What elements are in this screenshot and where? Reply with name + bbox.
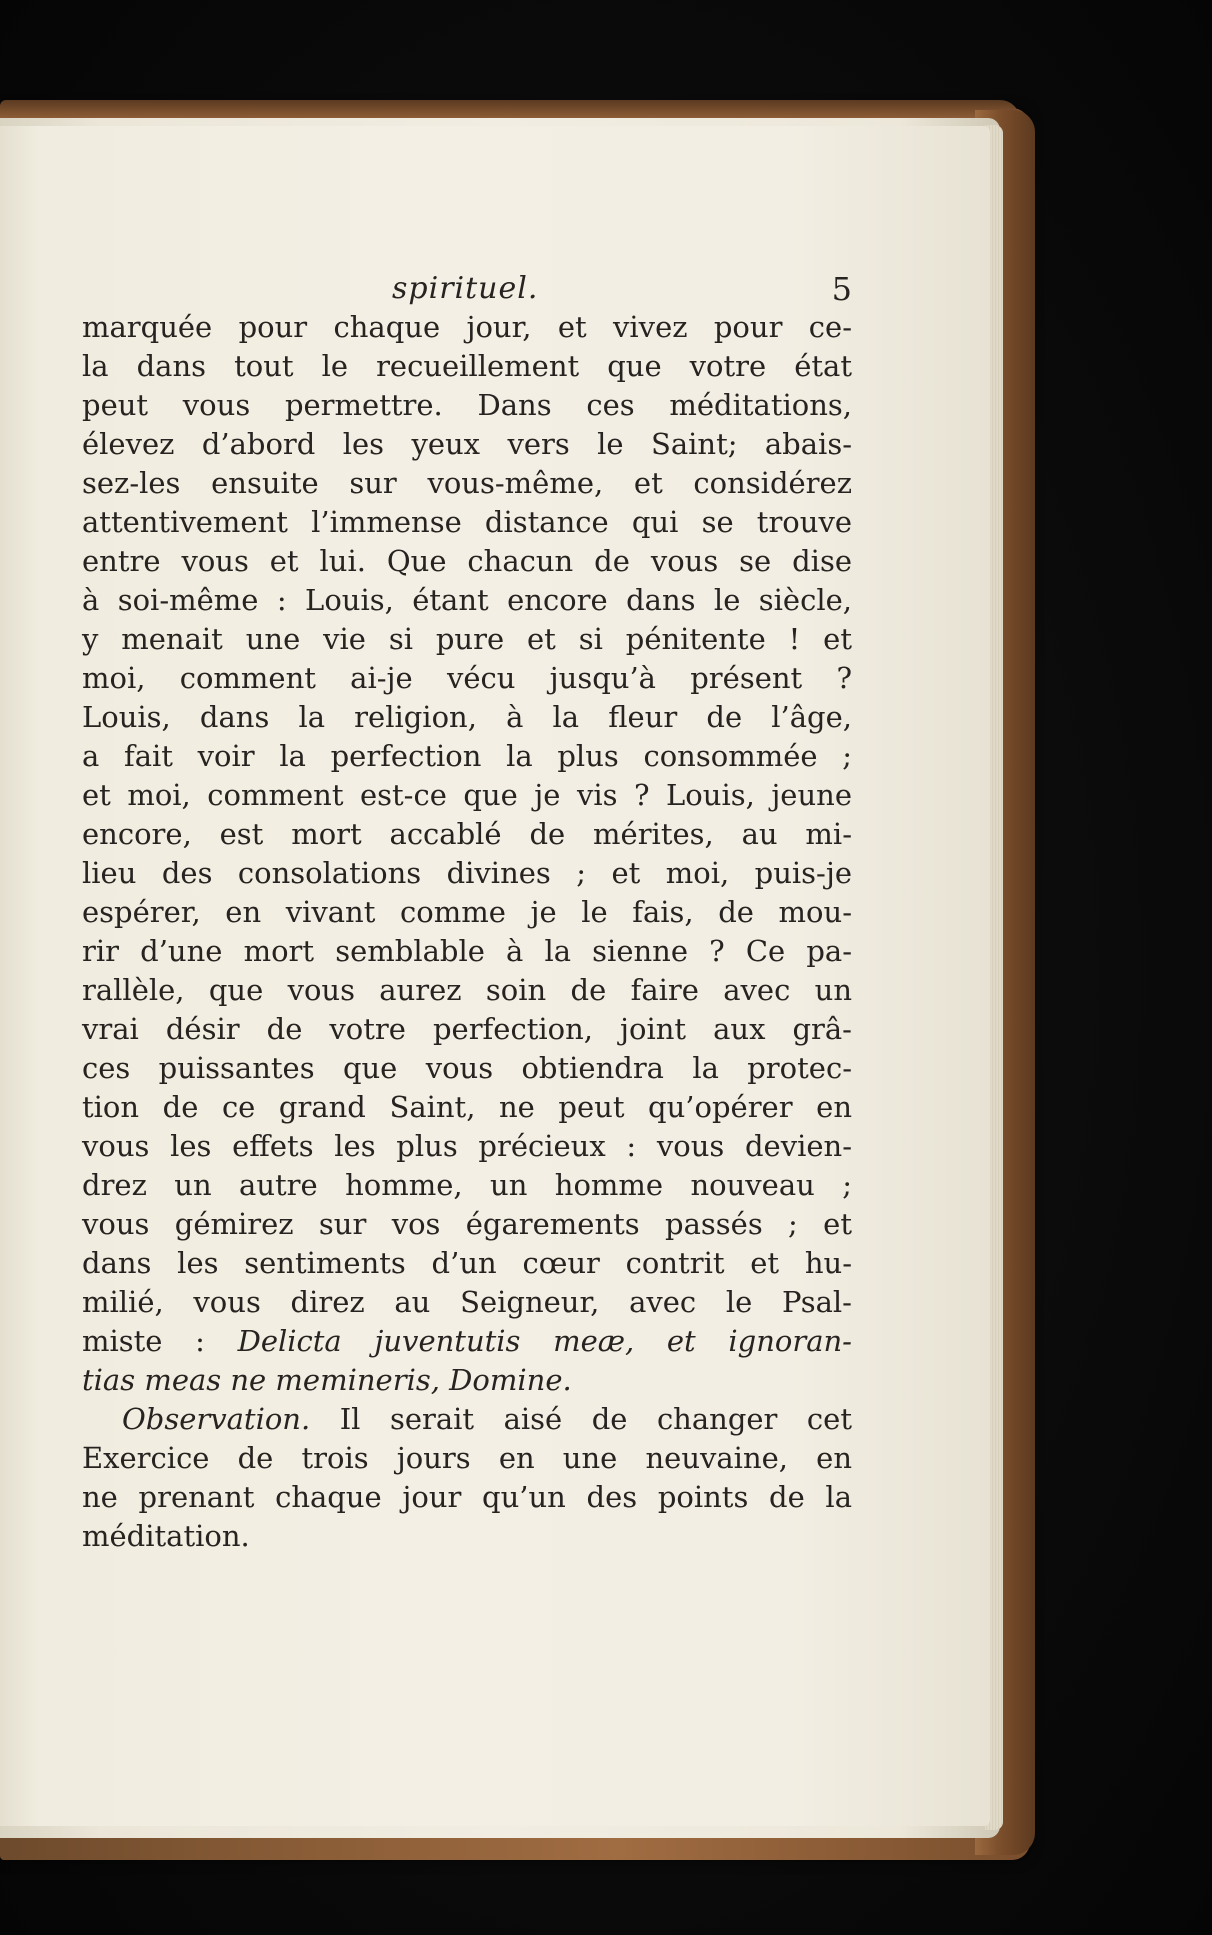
page-number: 5 xyxy=(831,270,852,308)
running-title: spirituel. xyxy=(392,271,539,306)
psalm-line xyxy=(82,1322,852,1361)
text-line: drez un autre homme, un homme nouveau ; xyxy=(82,1168,852,1202)
text-line: a fait voir la perfection la plus consommée ; xyxy=(82,739,852,773)
text-line: élevez d’abord les yeux vers le Saint; abais- xyxy=(82,427,852,461)
text-line: encore, est mort accablé de mérites, au mi- xyxy=(82,817,852,851)
observation-line xyxy=(82,1400,852,1439)
text-line: dans les sentiments d’un cœur contrit et hu- xyxy=(82,1246,852,1280)
text-line: attentivement l’immense distance qui se trouve xyxy=(82,505,852,539)
observation-label: Observation. xyxy=(122,1402,311,1436)
text-line: peut vous permettre. Dans ces méditations, xyxy=(82,388,852,422)
text-line: rir d’une mort semblable à la sienne ? Ce pa- xyxy=(82,934,852,968)
text-line: entre vous et lui. Que chacun de vous se dise xyxy=(82,544,852,578)
text-line: rallèle, que vous aurez soin de faire avec un xyxy=(82,973,852,1007)
page-text xyxy=(82,270,852,1556)
text-line: la dans tout le recueillement que votre état xyxy=(82,349,852,383)
text-line: Louis, dans la religion, à la fleur de l’âge, xyxy=(82,700,852,734)
text-line: vrai désir de votre perfection, joint aux grâ- xyxy=(82,1012,852,1046)
psalm-quote-2: tias meas ne memineris, Domine. xyxy=(82,1363,572,1397)
text-line: méditation. xyxy=(82,1519,250,1553)
text-line: marquée pour chaque jour, et vivez pour ce- xyxy=(82,310,852,344)
text-line: espérer, en vivant comme je le fais, de mou- xyxy=(82,895,852,929)
text-line: vous gémirez sur vos égarements passés ; et xyxy=(82,1207,852,1241)
text-line: sez-les ensuite sur vous-même, et considérez xyxy=(82,466,852,500)
text-line: y menait une vie si pure et si pénitente ! et xyxy=(82,622,852,656)
psalm-quote-1: Delicta juventutis meæ, et ignoran- xyxy=(237,1324,852,1358)
text-line: tion de ce grand Saint, ne peut qu’opérer en xyxy=(82,1090,852,1124)
text-line: lieu des consolations divines ; et moi, puis-je xyxy=(82,856,852,890)
text-line: ne prenant chaque jour qu’un des points de la xyxy=(82,1480,852,1514)
text-line: ces puissantes que vous obtiendra la protec- xyxy=(82,1051,852,1085)
text-line: vous les effets les plus précieux : vous devien- xyxy=(82,1129,852,1163)
running-head xyxy=(82,270,852,308)
text-line: milié, vous direz au Seigneur, avec le Psal- xyxy=(82,1285,852,1319)
text-line: Exercice de trois jours en une neuvaine, en xyxy=(82,1441,852,1475)
text-line: moi, comment ai-je vécu jusqu’à présent ? xyxy=(82,661,852,695)
psalm-intro: miste : xyxy=(82,1324,238,1358)
text-line: et moi, comment est-ce que je vis ? Louis, jeune xyxy=(82,778,852,812)
observation-text: Il serait aisé de changer cet xyxy=(310,1402,852,1436)
text-line: à soi-même : Louis, étant encore dans le siècle, xyxy=(82,583,852,617)
